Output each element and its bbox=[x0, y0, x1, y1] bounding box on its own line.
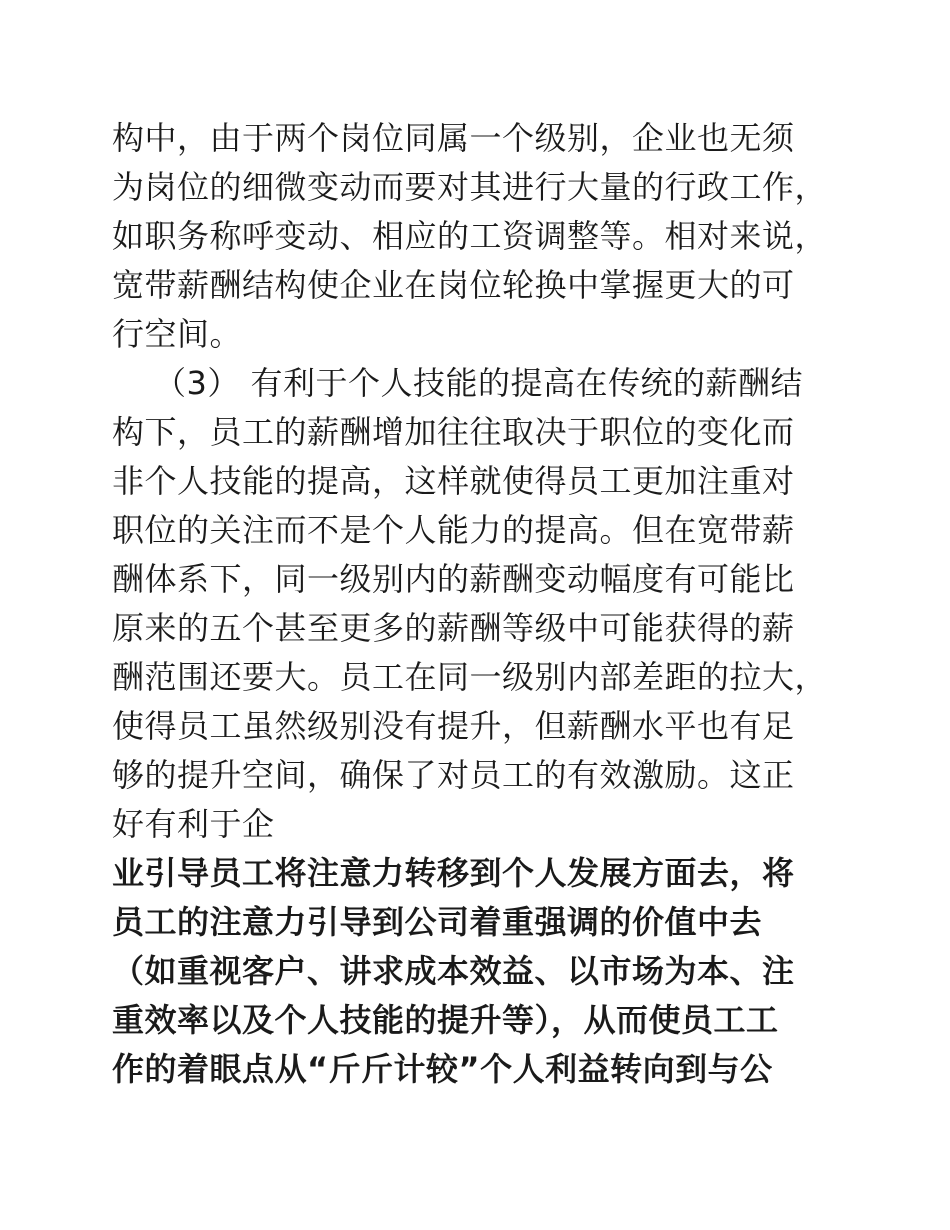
text-line: 职位的关注而不是个人能力的提高。但在宽带薪 bbox=[112, 511, 795, 549]
text-line: 原来的五个甚至更多的薪酬等级中可能获得的薪 bbox=[112, 609, 795, 647]
text-line: 够的提升空间，确保了对员工的有效激励。这正 bbox=[112, 756, 795, 794]
text-line: 构下，员工的薪酬增加往往取决于职位的变化而 bbox=[112, 413, 795, 451]
bold-paragraph bbox=[112, 849, 850, 1094]
text-line: 使得员工虽然级别没有提升，但薪酬水平也有足 bbox=[112, 707, 795, 745]
text-line: 构中，由于两个岗位同属一个级别，企业也无须 bbox=[112, 119, 795, 157]
text-line: 酬体系下，同一级别内的薪酬变动幅度有可能比 bbox=[112, 560, 795, 598]
text-line: 好有利于企 bbox=[112, 805, 275, 843]
bold-text-line: 重效率以及个人技能的提升等），从而使员工工 bbox=[112, 1001, 779, 1039]
text-line: （3） 有利于个人技能的提高在传统的薪酬结 bbox=[154, 364, 804, 402]
text-line: 宽带薪酬结构使企业在岗位轮换中掌握更大的可 bbox=[112, 266, 795, 304]
text-line: 如职务称呼变动、相应的工资调整等。相对来说， bbox=[112, 217, 828, 255]
text-line: 非个人技能的提高，这样就使得员工更加注重对 bbox=[112, 462, 795, 500]
paragraph-item-3 bbox=[112, 359, 850, 849]
bold-text-line: 作的着眼点从“斤斤计较”个人利益转向到与公 bbox=[112, 1050, 773, 1088]
bold-text-line: 员工的注意力引导到公司着重强调的价值中去 bbox=[112, 903, 763, 941]
text-line: 行空间。 bbox=[112, 315, 243, 353]
bold-text-line: 业引导员工将注意力转移到个人发展方面去，将 bbox=[112, 854, 795, 892]
bold-text-line: （如重视客户、讲求成本效益、以市场为本、注 bbox=[112, 952, 795, 990]
text-line: 为岗位的细微变动而要对其进行大量的行政工作， bbox=[112, 168, 828, 206]
text-line: 酬范围还要大。员工在同一级别内部差距的拉大， bbox=[112, 658, 828, 696]
paragraph-continuation bbox=[112, 114, 850, 359]
